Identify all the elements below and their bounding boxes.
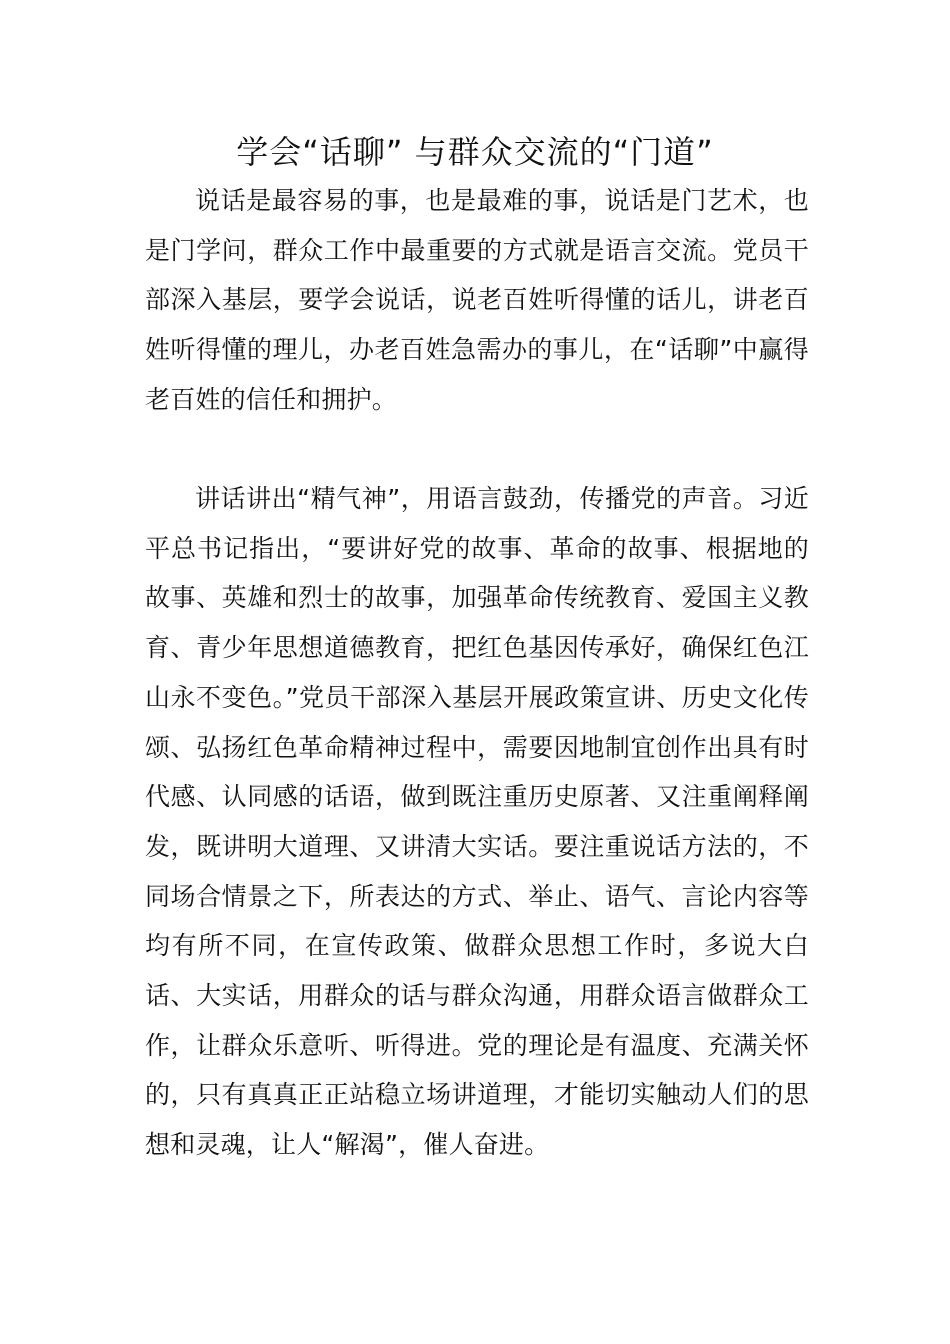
paragraph-2: 讲话讲出“精气神”，用语言鼓劲，传播党的声音。习近平总书记指出，“要讲好党的故事、革命的故事、根据地的故事、英雄和烈士的故事，加强革命传统教育、爱国主义教育、青少年思想道德教育，把红色基因传承好，确保红色江山永不变色。”党员干部深入基层开展政策宣讲、历史文化传颂、弘扬红色革命精神过程中，需要因地制宜创作出具有时代感、认同感的话语，做到既注重历史原著、又注重阐释阐发，既讲明大道理、又讲清大实话。要注重说话方法的，不同场合情景之下，所表达的方式、举止、语气、言论内容等均有所不同，在宣传政策、做群众思想工作时，多说大白话、大实话，用群众的话与群众沟通，用群众语言做群众工作，让群众乐意听、听得进。党的理论是有温度、充满关怀的，只有真真正正站稳立场讲道理，才能切实触动人们的思想和灵魂，让人“解渴”，催人奋进。	[145, 484, 809, 1160]
document-title: 学会“话聊” 与群众交流的“门道”	[236, 133, 714, 171]
paragraph-1: 说话是最容易的事，也是最难的事，说话是门艺术，也是门学问，群众工作中最重要的方式就是语言交流。党员干部深入基层，要学会说话，说老百姓听得懂的话儿，讲老百姓听得懂的理儿，办老百姓急需办的事儿，在“话聊”中赢得老百姓的信任和拥护。	[145, 186, 809, 414]
